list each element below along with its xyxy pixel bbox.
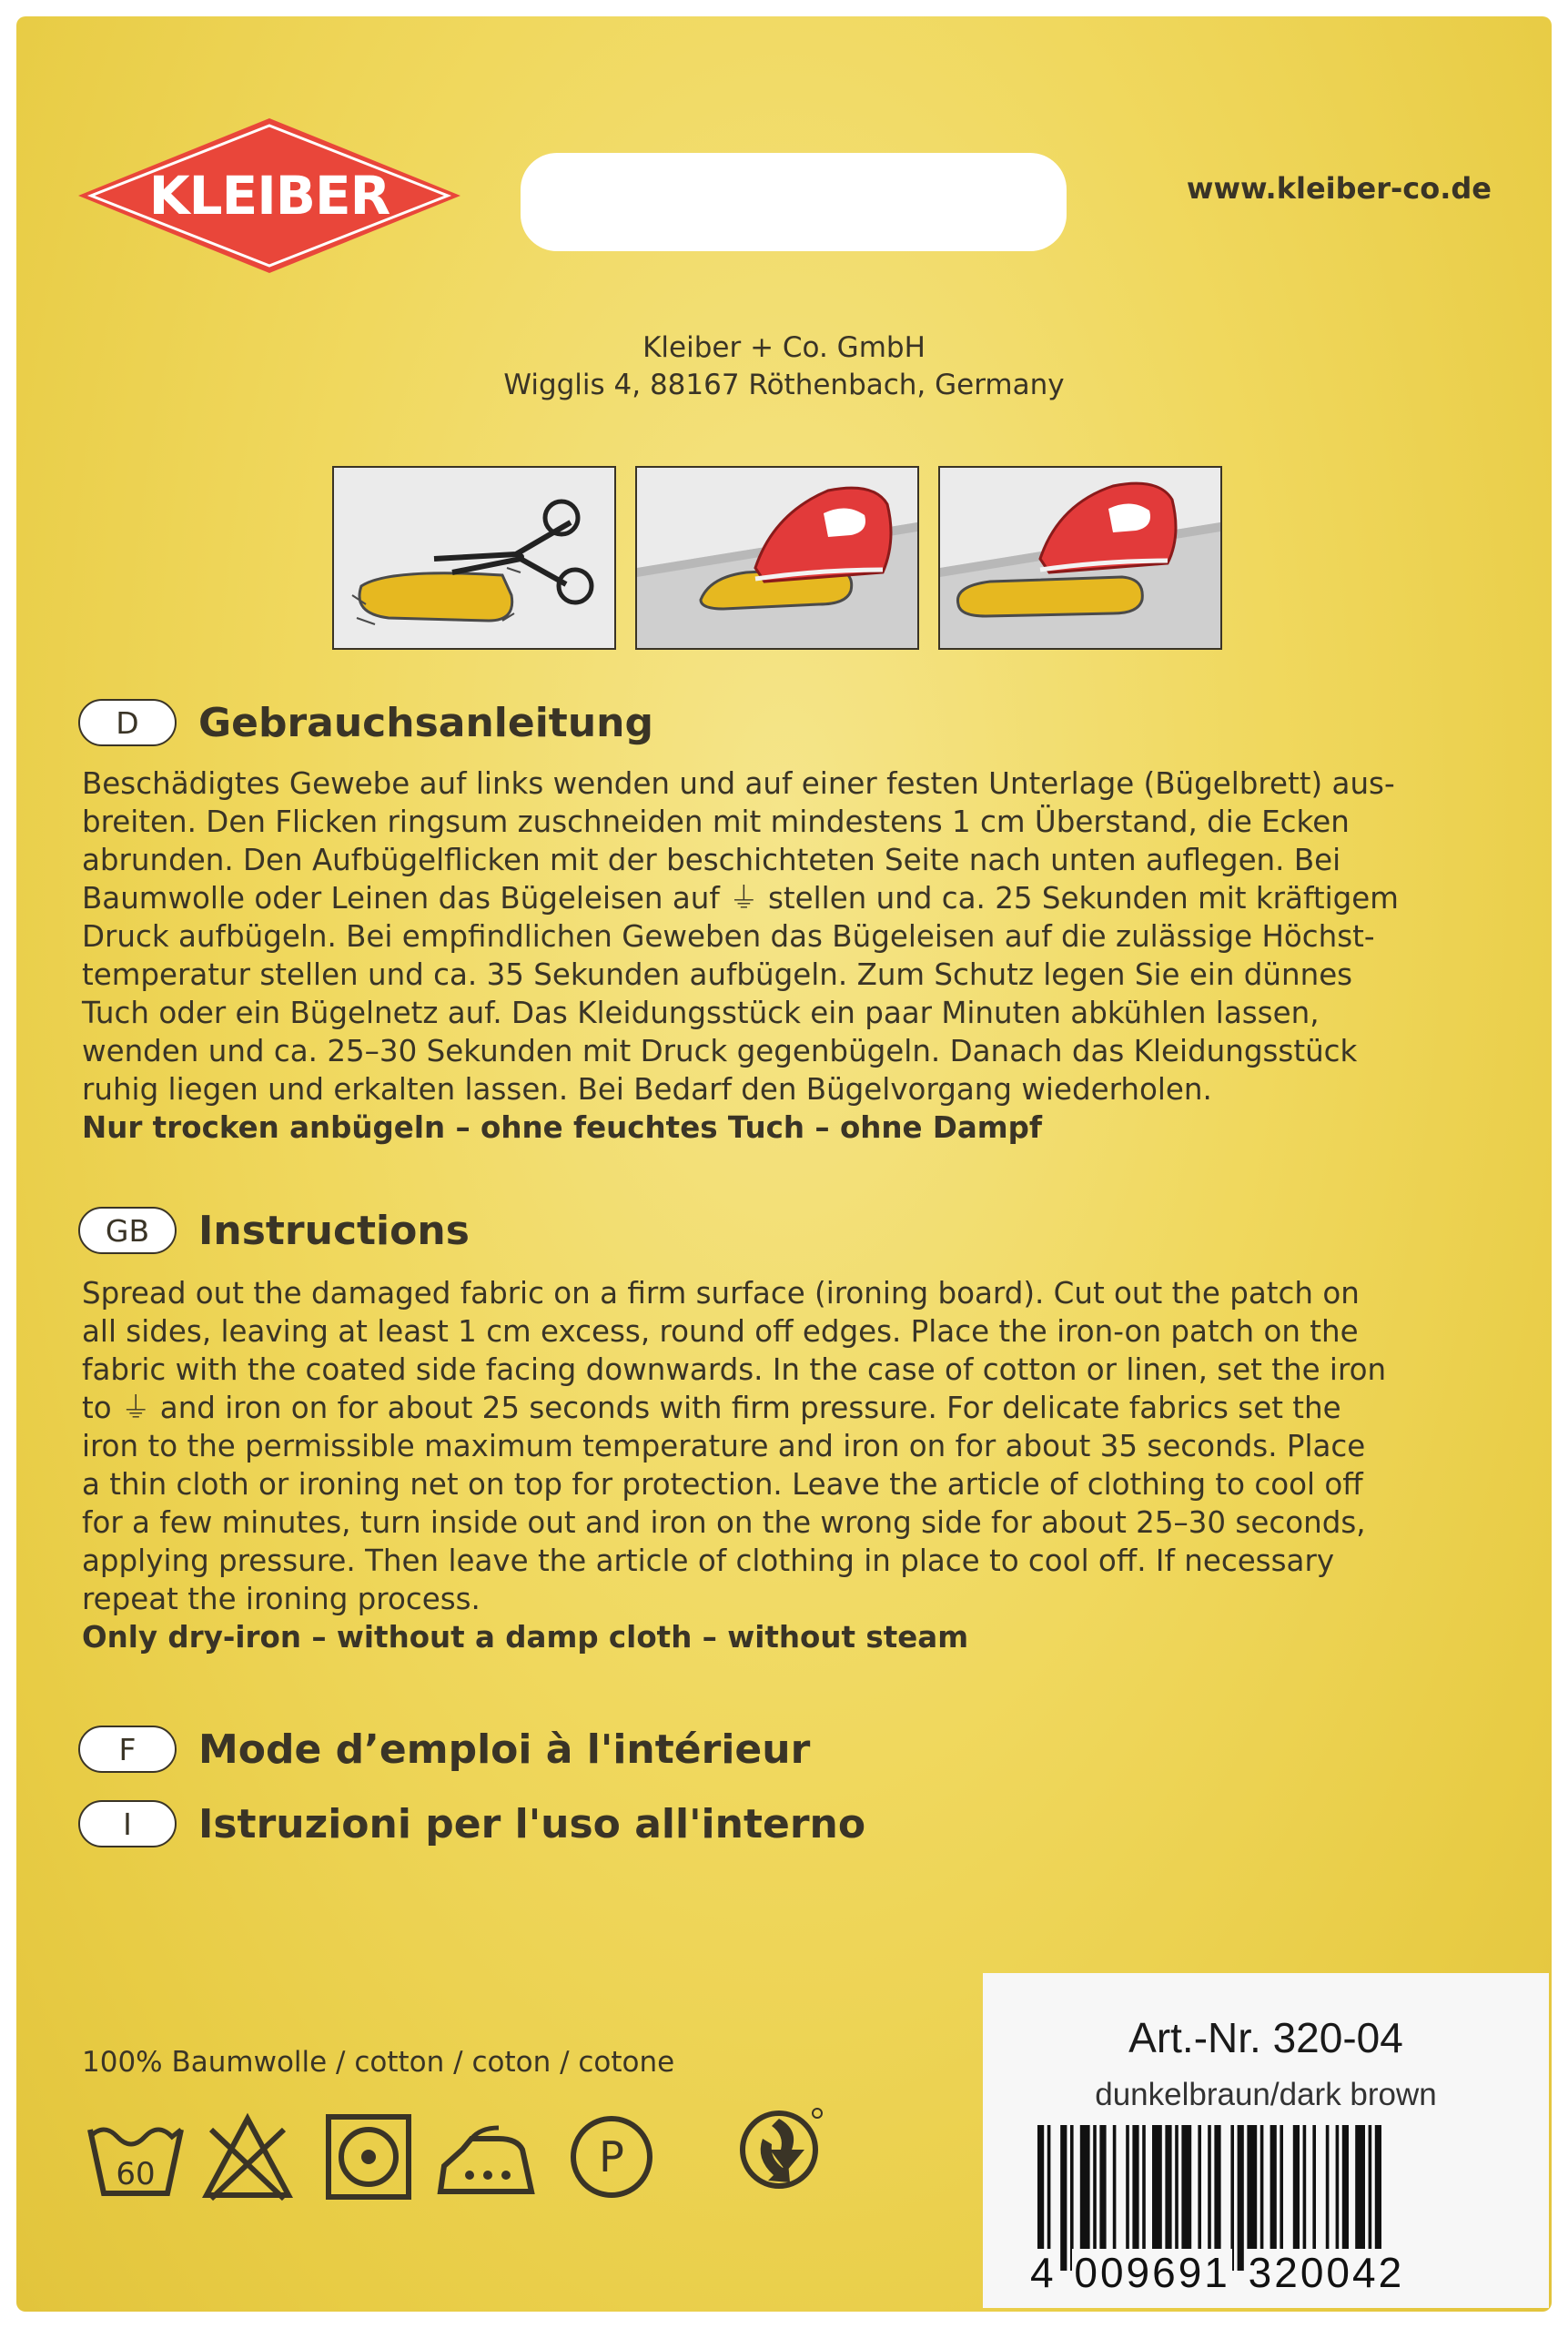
company-name: Kleiber + Co. GmbH xyxy=(642,331,926,364)
wash-60-icon xyxy=(86,2111,186,2202)
tumble-dry-icon xyxy=(323,2111,414,2202)
dry-clean-p-icon xyxy=(566,2111,657,2202)
section-it-title: Istruzioni per l'uso all'interno xyxy=(198,1800,866,1847)
text-line: for a few minutes, turn inside out and iron on the wrong side for about 25–30 seconds, xyxy=(82,1505,1366,1540)
section-de-emphasis: Nur trocken anbügeln – ohne feuchtes Tuch – ohne Dampf xyxy=(82,1110,1043,1145)
text-line: Baumwolle oder Leinen das Bügeleisen auf ⏚ stellen und ca. 25 Sekunden mit kräftigem xyxy=(82,881,1399,916)
section-it-heading xyxy=(78,1800,865,1847)
barcode-digit-group-2: 320042 xyxy=(1248,2249,1405,2296)
barcode-digit-prefix: 4 xyxy=(1030,2249,1057,2296)
text-line: wenden und ca. 25–30 Sekunden mit Druck gegenbügeln. Danach das Kleidungsstück xyxy=(82,1034,1358,1068)
lang-badge-it: I xyxy=(78,1800,177,1847)
text-line: to ⏚ and iron on for about 25 seconds with firm pressure. For delicate fabrics set the xyxy=(82,1391,1341,1425)
lang-badge-fr: F xyxy=(78,1726,177,1773)
text-line: repeat the ironing process. xyxy=(82,1582,481,1616)
section-fr-title: Mode d’emploi à l'intérieur xyxy=(198,1726,811,1773)
text-line: Spread out the damaged fabric on a firm surface (ironing board). Cut out the patch on xyxy=(82,1276,1360,1311)
barcode-digits xyxy=(1028,2248,1502,2297)
wash-temp-label: 60 xyxy=(116,2156,156,2192)
text-line: Beschädigtes Gewebe auf links wenden und auf einer festen Unterlage (Bügelbrett) aus- xyxy=(82,766,1395,801)
section-de-heading xyxy=(78,699,653,746)
section-gb-emphasis: Only dry-iron – without a damp cloth – without steam xyxy=(82,1620,969,1655)
material-composition: 100% Baumwolle / cotton / coton / cotone xyxy=(82,2046,675,2079)
iron-high-heat-icon xyxy=(435,2111,537,2202)
product-color: dunkelbraun/dark brown xyxy=(1095,2077,1437,2112)
text-line: temperatur stellen und ca. 35 Sekunden aufbügeln. Zum Schutz legen Sie ein dünnes xyxy=(82,957,1353,992)
text-line: iron to the permissible maximum temperature and iron on for about 35 seconds. Place xyxy=(82,1429,1366,1463)
lang-badge-gb: GB xyxy=(78,1207,177,1254)
company-address: Wigglis 4, 88167 Röthenbach, Germany xyxy=(503,369,1065,401)
text-line: Druck aufbügeln. Bei empfindlichen Geweben das Bügeleisen auf die zulässige Höchst- xyxy=(82,919,1375,954)
section-gb-text xyxy=(82,1274,1502,1656)
iron-apply-patch-icon xyxy=(635,466,919,650)
text-line: ruhig liegen und erkalten lassen. Bei Bedarf den Bügelvorgang wiederholen. xyxy=(82,1072,1212,1107)
section-de-title: Gebrauchsanleitung xyxy=(198,699,653,746)
text-line: Tuch oder ein Bügelnetz auf. Das Kleidungsstück ein paar Minuten abkühlen lassen, xyxy=(82,996,1320,1030)
text-line: all sides, leaving at least 1 cm excess, round off edges. Place the iron-on patch on the xyxy=(82,1314,1359,1349)
section-gb-heading xyxy=(78,1207,470,1254)
website-url: www.kleiber-co.de xyxy=(1186,171,1492,206)
text-line: breiten. Den Flicken ringsum zuschneiden mit mindestens 1 cm Überstand, die Ecken xyxy=(82,805,1350,839)
scissors-cut-patch-icon xyxy=(332,466,616,650)
text-line: fabric with the coated side facing downwards. In the case of cotton or linen, set the iron xyxy=(82,1352,1387,1387)
hang-hole xyxy=(521,153,1067,251)
article-number: Art.-Nr. 320-04 xyxy=(1128,2014,1403,2061)
section-gb-title: Instructions xyxy=(198,1207,470,1254)
logo-text: KLEIBER xyxy=(148,165,390,227)
section-de-text xyxy=(82,764,1502,1147)
barcode-digit-group-1: 009691 xyxy=(1074,2249,1230,2296)
section-fr-heading xyxy=(78,1726,810,1773)
dry-clean-label: P xyxy=(599,2132,624,2181)
no-bleach-icon xyxy=(202,2111,293,2202)
iron-press-patch-icon xyxy=(938,466,1222,650)
text-line: a thin cloth or ironing net on top for protection. Leave the article of clothing to cool off xyxy=(82,1467,1363,1502)
green-dot-recycling-icon xyxy=(735,2102,826,2193)
lang-badge-de: D xyxy=(78,699,177,746)
text-line: abrunden. Den Aufbügelflicken mit der beschichteten Seite nach unten auflegen. Bei xyxy=(82,843,1341,877)
text-line: applying pressure. Then leave the article of clothing in place to cool off. If necessary xyxy=(82,1544,1335,1578)
